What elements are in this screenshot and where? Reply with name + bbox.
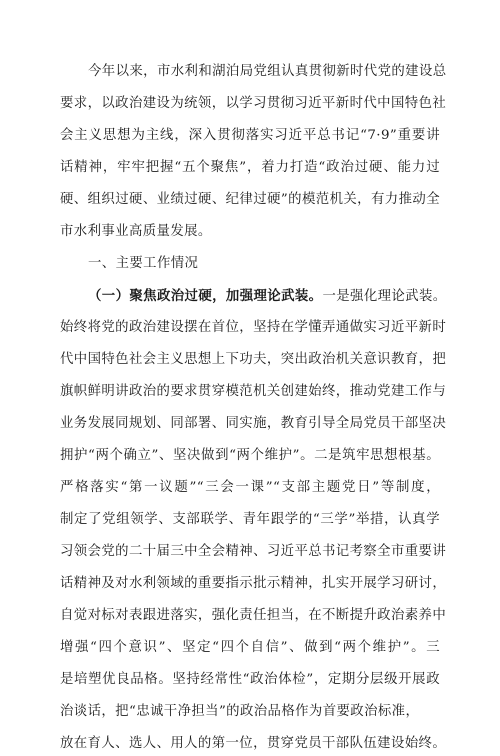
paragraph-line: 增强“四个意识”、坚定“四个自信”、做到“两个维护”。三: [60, 640, 440, 655]
paragraph-line: 市水利事业高质量发展。: [60, 224, 212, 239]
section-heading: 一、主要工作情况: [88, 256, 199, 271]
paragraph-line: 始终将党的政治建设摆在首位，坚持在学懂弄通做实习近平新时: [60, 320, 447, 335]
paragraph-line: 治谈话，把“忠诚干净担当”的政治品格作为首要政治标准，: [60, 704, 420, 719]
paragraph-line: 习领会党的二十届三中全会精神、习近平总书记考察全市重要讲: [60, 544, 447, 559]
paragraph-line: 自觉对标对表跟进落实，强化责任担当，在不断提升政治素养中: [60, 608, 447, 623]
paragraph-line: 代中国特色社会主义思想上下功夫，突出政治机关意识教育，把: [60, 352, 447, 367]
paragraph-line: 今年以来，市水利和湖泊局党组认真贯彻新时代党的建设总: [88, 64, 447, 79]
paragraph-line: 要求，以政治建设为统领，以学习贯彻习近平新时代中国特色社: [60, 96, 447, 111]
paragraph-line: 拥护“两个确立”、坚决做到“两个维护”。二是筑牢思想根基。: [60, 448, 440, 463]
paragraph-line: 业务发展同规划、同部署、同实施，教育引导全局党员干部坚决: [60, 416, 447, 431]
paragraph-line: 放在育人、选人、用人的第一位，贯穿党员干部队伍建设始终。: [60, 736, 447, 751]
paragraph-line: 旗帜鲜明讲政治的要求贯穿模范机关创建始终，推动党建工作与: [60, 384, 447, 399]
subsection-line: [88, 284, 447, 308]
paragraph-line: 严格落实“第一议题”“三会一课”“支部主题党日”等制度，: [60, 480, 440, 495]
paragraph-line: 硬、组织过硬、业绩过硬、纪律过硬”的模范机关，有力推动全: [60, 192, 440, 207]
paragraph-line: 会主义思想为主线，深入贯彻落实习近平总书记“7·9”重要讲: [60, 128, 440, 143]
paragraph-line: 是培塑优良品格。坚持经常性“政治体检”，定期分层级开展政: [60, 672, 440, 687]
paragraph-line: 话精神及对水利领域的重要指示批示精神，扎实开展学习研讨，: [60, 576, 447, 591]
paragraph-line: 制定了党组领学、支部联学、青年跟学的“三学”举措，认真学: [60, 512, 440, 527]
subsection-lead-text: 一是强化理论武装。: [322, 289, 447, 304]
paragraph-line: 话精神，牢牢把握“五个聚焦”，着力打造“政治过硬、能力过: [60, 160, 440, 175]
subsection-heading: （一）聚焦政治过硬，加强理论武装。: [88, 288, 323, 304]
